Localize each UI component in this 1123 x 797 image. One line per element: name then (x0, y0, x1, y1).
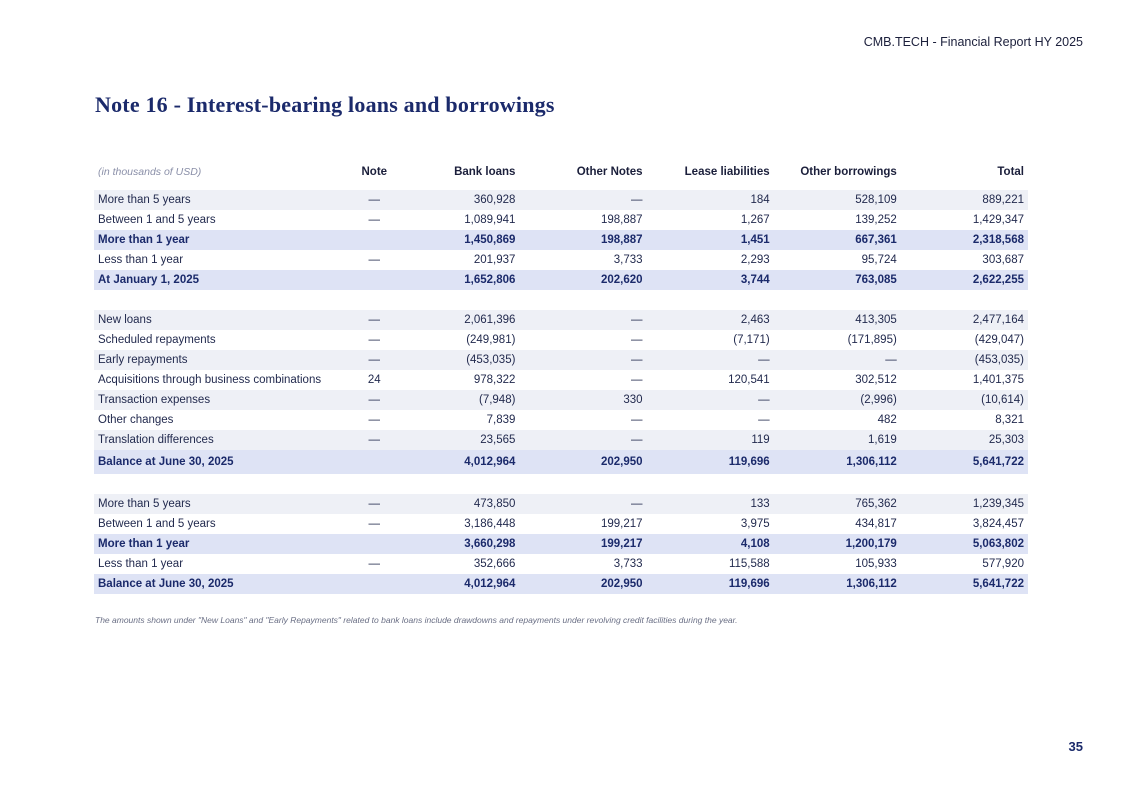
row-value-total: 2,318,568 (901, 230, 1028, 250)
table-row (94, 210, 1028, 230)
row-value-lease-liabilities: 119,696 (647, 574, 774, 594)
row-value-other-notes: 199,217 (600, 518, 643, 530)
row-value-bank-loans: (453,035) (392, 350, 519, 370)
row-value-lease-liabilities: 4,108 (647, 534, 774, 554)
page-title: Note 16 - Interest-bearing loans and borrowings (95, 92, 555, 117)
spacer-row (94, 290, 1028, 310)
row-note: — (368, 558, 381, 570)
row-value-lease-liabilities: 184 (647, 190, 774, 210)
table-row (94, 554, 1028, 574)
row-value-bank-loans: 1,450,869 (392, 230, 519, 250)
row-note: — (356, 190, 392, 210)
row-value-total: 889,221 (901, 190, 1028, 210)
row-value-other-notes: — (519, 350, 646, 370)
row-value-lease-liabilities: 1,267 (740, 214, 770, 226)
row-value-other-borrowings: 1,200,179 (774, 534, 901, 554)
unit-label: (in thousands of USD) (98, 166, 202, 178)
row-value-lease-liabilities: 119,696 (647, 450, 774, 474)
row-label: Balance at June 30, 2025 (94, 574, 356, 594)
row-value-other-borrowings: 95,724 (861, 254, 897, 266)
row-value-total: 25,303 (901, 430, 1028, 450)
row-value-other-notes: 198,887 (600, 214, 643, 226)
row-value-other-notes: — (631, 334, 643, 346)
row-note (356, 450, 392, 474)
row-value-other-notes: — (631, 374, 643, 386)
row-value-lease-liabilities: 1,451 (647, 230, 774, 250)
row-value-other-borrowings: 1,306,112 (774, 574, 901, 594)
row-value-lease-liabilities: 2,463 (647, 310, 774, 330)
row-value-total: 1,401,375 (972, 374, 1024, 386)
row-label: Less than 1 year (98, 254, 184, 266)
row-value-bank-loans: (249,981) (466, 334, 516, 346)
row-value-bank-loans: 2,061,396 (392, 310, 519, 330)
row-value-other-borrowings: 139,252 (855, 214, 897, 226)
row-value-total: (429,047) (974, 334, 1024, 346)
row-value-other-borrowings: 482 (877, 414, 897, 426)
row-value-total: 2,622,255 (901, 270, 1028, 290)
row-value-other-notes: — (519, 310, 646, 330)
table-row (94, 250, 1028, 270)
row-note (356, 270, 392, 290)
row-value-lease-liabilities: 119 (647, 430, 774, 450)
row-value-bank-loans: 3,186,448 (464, 518, 516, 530)
row-value-bank-loans: 473,850 (392, 494, 519, 514)
row-value-total: 1,429,347 (972, 214, 1024, 226)
row-value-bank-loans: 1,652,806 (392, 270, 519, 290)
table-header-row (94, 160, 1028, 184)
table-row (94, 190, 1028, 210)
row-label: More than 1 year (94, 230, 356, 250)
row-value-bank-loans: 7,839 (486, 414, 516, 426)
row-value-lease-liabilities: 3,975 (740, 518, 770, 530)
row-value-other-notes: 202,950 (519, 574, 646, 594)
row-label: Early repayments (94, 350, 356, 370)
row-note: — (368, 214, 381, 226)
row-label: More than 5 years (94, 190, 356, 210)
table-row (94, 330, 1028, 350)
row-note: — (356, 390, 392, 410)
table-body (94, 190, 1028, 594)
row-label: More than 1 year (94, 534, 356, 554)
row-label: More than 5 years (94, 494, 356, 514)
row-value-total: 2,477,164 (901, 310, 1028, 330)
spacer-row (94, 474, 1028, 494)
row-value-total: (10,614) (901, 390, 1028, 410)
row-value-other-notes: 202,620 (519, 270, 646, 290)
row-value-other-borrowings: — (774, 350, 901, 370)
row-label: Translation differences (94, 430, 356, 450)
column-header-other-borrowings: Other borrowings (800, 166, 897, 178)
row-value-bank-loans: 352,666 (473, 558, 516, 570)
row-note (356, 574, 392, 594)
report-header: CMB.TECH - Financial Report HY 2025 (863, 35, 1083, 49)
column-header-note: Note (361, 166, 388, 178)
row-label: At January 1, 2025 (94, 270, 356, 290)
row-note: 24 (367, 374, 381, 386)
row-value-total: 8,321 (995, 414, 1024, 426)
table-row (94, 574, 1028, 594)
row-value-bank-loans: 978,322 (473, 374, 516, 386)
row-value-total: 5,641,722 (901, 574, 1028, 594)
row-value-total: 577,920 (982, 558, 1024, 570)
row-value-bank-loans: 360,928 (392, 190, 519, 210)
row-value-bank-loans: 3,660,298 (392, 534, 519, 554)
row-value-other-borrowings: 413,305 (774, 310, 901, 330)
table-row (94, 410, 1028, 430)
row-value-other-borrowings: 1,619 (774, 430, 901, 450)
row-label: Other changes (98, 414, 174, 426)
row-note: — (368, 254, 381, 266)
table-row (94, 534, 1028, 554)
row-label: Between 1 and 5 years (98, 518, 216, 530)
row-value-total: 3,824,457 (972, 518, 1024, 530)
table-row (94, 350, 1028, 370)
row-value-lease-liabilities: 133 (647, 494, 774, 514)
row-value-other-notes: — (631, 414, 643, 426)
row-label: New loans (94, 310, 356, 330)
table-row (94, 450, 1028, 474)
row-label: Transaction expenses (94, 390, 356, 410)
row-value-other-borrowings: 1,306,112 (774, 450, 901, 474)
row-value-lease-liabilities: 115,588 (728, 558, 770, 570)
row-value-total: (453,035) (901, 350, 1028, 370)
row-value-bank-loans: (7,948) (392, 390, 519, 410)
table-row (94, 390, 1028, 410)
row-value-bank-loans: 1,089,941 (464, 214, 516, 226)
row-value-other-notes: 3,733 (613, 254, 643, 266)
table-row (94, 494, 1028, 514)
row-value-bank-loans: 4,012,964 (392, 574, 519, 594)
table-row (94, 430, 1028, 450)
row-value-lease-liabilities: — (647, 350, 774, 370)
row-value-lease-liabilities: 120,541 (728, 374, 770, 386)
row-label: Balance at June 30, 2025 (94, 450, 356, 474)
row-value-total: 5,641,722 (901, 450, 1028, 474)
row-note (356, 230, 392, 250)
row-note: — (368, 334, 381, 346)
row-value-lease-liabilities: (7,171) (733, 334, 770, 346)
row-value-other-borrowings: (2,996) (774, 390, 901, 410)
row-value-other-notes: 3,733 (613, 558, 643, 570)
table-row (94, 310, 1028, 330)
row-value-other-borrowings: 105,933 (855, 558, 897, 570)
row-value-other-notes: 199,217 (519, 534, 646, 554)
row-value-other-borrowings: 302,512 (855, 374, 897, 386)
row-label: Less than 1 year (98, 558, 184, 570)
row-value-other-borrowings: (171,895) (847, 334, 897, 346)
row-value-other-notes: — (519, 494, 646, 514)
row-note: — (356, 310, 392, 330)
row-value-other-notes: — (519, 430, 646, 450)
row-value-other-notes: — (519, 190, 646, 210)
row-value-other-notes: 198,887 (519, 230, 646, 250)
row-note (356, 534, 392, 554)
row-value-total: 1,239,345 (901, 494, 1028, 514)
row-value-bank-loans: 4,012,964 (392, 450, 519, 474)
row-note: — (356, 430, 392, 450)
row-label: Between 1 and 5 years (98, 214, 216, 226)
row-note: — (368, 414, 381, 426)
row-note: — (368, 518, 381, 530)
row-label: Scheduled repayments (98, 334, 216, 346)
row-value-other-borrowings: 528,109 (774, 190, 901, 210)
row-note: — (356, 494, 392, 514)
row-value-lease-liabilities: — (758, 414, 770, 426)
table-row (94, 514, 1028, 534)
row-value-lease-liabilities: — (647, 390, 774, 410)
table-row (94, 270, 1028, 290)
row-value-other-notes: 202,950 (519, 450, 646, 474)
row-value-total: 303,687 (982, 254, 1024, 266)
row-note: — (356, 350, 392, 370)
row-value-other-borrowings: 434,817 (855, 518, 897, 530)
row-value-other-borrowings: 765,362 (774, 494, 901, 514)
row-value-lease-liabilities: 3,744 (647, 270, 774, 290)
column-header-bank-loans: Bank loans (454, 166, 516, 178)
column-header-other-notes: Other Notes (576, 166, 643, 178)
row-value-bank-loans: 23,565 (392, 430, 519, 450)
row-value-total: 5,063,802 (901, 534, 1028, 554)
row-value-bank-loans: 201,937 (473, 254, 516, 266)
column-header-total: Total (997, 166, 1024, 178)
column-header-lease-liabilities: Lease liabilities (684, 166, 770, 178)
row-value-other-borrowings: 667,361 (774, 230, 901, 250)
table-row (94, 370, 1028, 390)
row-value-other-notes: 330 (519, 390, 646, 410)
footnote: The amounts shown under "New Loans" and "Early Repayments" related to bank loans include drawdowns and repayments under revolving credit facilities during the year. (95, 615, 738, 625)
row-value-other-borrowings: 763,085 (774, 270, 901, 290)
row-label: Acquisitions through business combinations (98, 374, 322, 386)
page-number: 35 (1068, 739, 1083, 754)
row-value-lease-liabilities: 2,293 (740, 254, 770, 266)
table-row (94, 230, 1028, 250)
loans-table (94, 160, 1028, 594)
